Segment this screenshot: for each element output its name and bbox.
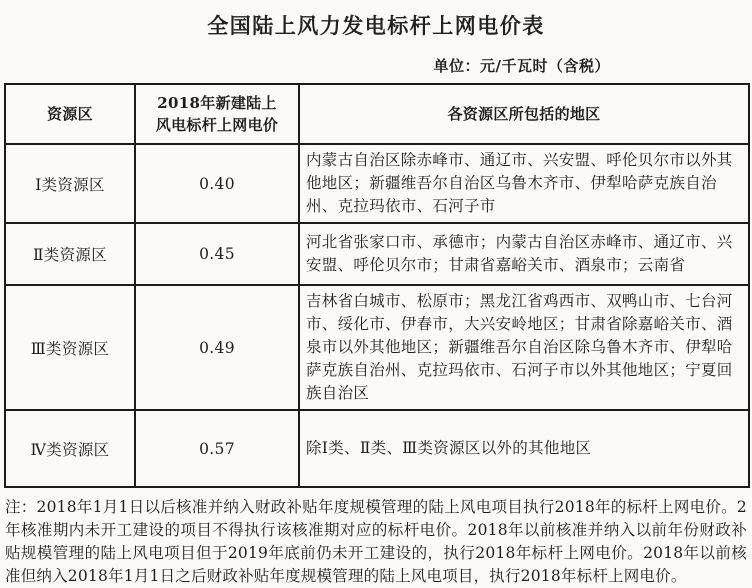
- table-row-zone4: [5, 410, 749, 487]
- unit-label: 单位：元/千瓦时（含税）: [433, 57, 610, 75]
- tariff-table: [4, 83, 750, 488]
- column-header-regions: 各资源区所包括的地区: [299, 84, 749, 144]
- price-cell: 0.40: [135, 144, 299, 223]
- regions-cell: 吉林省白城市、松原市；黑龙江省鸡西市、双鸭山市、七台河市、绥化市、伊春市，大兴安岭地区；甘肃省除嘉峪关市、酒泉市以外其他地区；新疆维吾尔自治区除乌鲁木齐市、伊犁哈萨克族自治州、克拉玛依市、石河子市以外其他地区；宁夏回族自治区: [299, 285, 749, 410]
- table-row-zone3: [5, 285, 749, 410]
- regions-cell: 河北省张家口市、承德市；内蒙古自治区赤峰市、通辽市、兴安盟、呼伦贝尔市；甘肃省嘉峪关市、酒泉市；云南省: [299, 223, 749, 285]
- zone-cell: Ⅲ类资源区: [5, 285, 135, 410]
- regions-cell: 除Ⅰ类、Ⅱ类、Ⅲ类资源区以外的其他地区: [299, 410, 749, 487]
- price-cell: 0.57: [135, 410, 299, 487]
- price-cell: 0.45: [135, 223, 299, 285]
- zone-cell: Ⅰ类资源区: [5, 144, 135, 223]
- column-header-zone: 资源区: [5, 84, 135, 144]
- footnote: 注：2018年1月1日以后核准并纳入财政补贴年度规模管理的陆上风电项目执行2018年的标杆上网电价。2年核准期内未开工建设的项目不得执行该核准期对应的标杆电价。2018年以前核准并纳入以前年份财政补贴规模管理的陆上风电项目但于2019年底前仍未开工建设的，执行2018年标杆上网电价。2018年以前核准但纳入2018年1月1日之后财政补贴年度规模管理的陆上风电项目，执行2018年标杆上网电价。: [5, 498, 747, 585]
- table-header-row: [5, 84, 749, 144]
- table-row-zone2: [5, 223, 749, 285]
- page-title: 全国陆上风力发电标杆上网电价表: [207, 13, 545, 38]
- zone-cell: Ⅳ类资源区: [5, 410, 135, 487]
- column-header-price: 2018年新建陆上风电标杆上网电价: [135, 84, 299, 144]
- regions-cell: 内蒙古自治区除赤峰市、通辽市、兴安盟、呼伦贝尔市以外其他地区；新疆维吾尔自治区乌鲁木齐市、伊犁哈萨克族自治州、克拉玛依市、石河子市: [299, 144, 749, 223]
- price-cell: 0.49: [135, 285, 299, 410]
- zone-cell: Ⅱ类资源区: [5, 223, 135, 285]
- table-row-zone1: [5, 144, 749, 223]
